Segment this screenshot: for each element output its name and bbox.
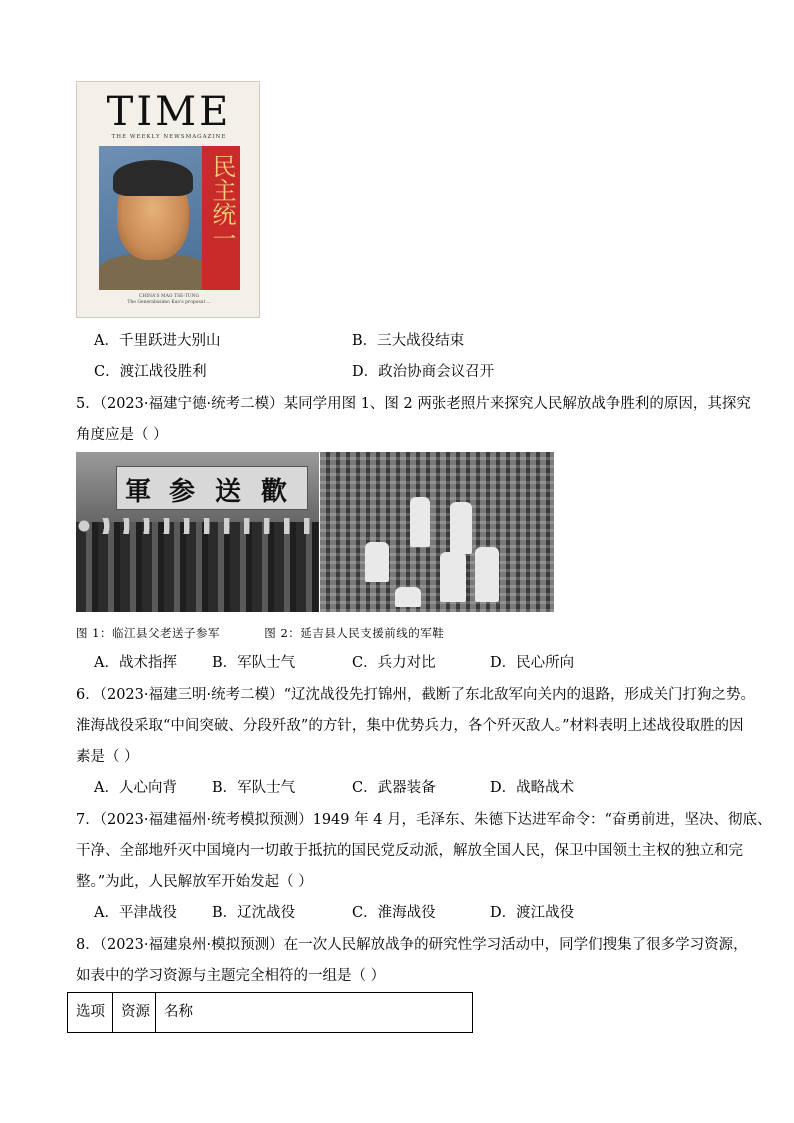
- time-magazine-cover-image: [76, 81, 260, 318]
- photo-person: [475, 547, 499, 602]
- q7-option-d[interactable]: D．渡江战役: [490, 905, 575, 921]
- q8-stem-line2: 如表中的学习资源与主题完全相符的一组是（ ）: [76, 968, 386, 984]
- photo-person: [450, 502, 472, 554]
- cover-caption: [77, 294, 261, 306]
- q4-option-a[interactable]: A．千里跃进大别山: [94, 333, 221, 349]
- photo-army-shoes: [320, 452, 554, 612]
- q6-stem-line3: 素是（ ）: [76, 749, 139, 765]
- cover-caption-line2: The Generalissimo Kuo's proposal ...: [127, 300, 211, 305]
- q4-option-c[interactable]: C．渡江战役胜利: [94, 364, 207, 380]
- banner-char-2: 参: [169, 477, 196, 507]
- q6-option-b[interactable]: B．军队士气: [212, 780, 296, 796]
- q7-stem-line1: 7．（2023·福建福州·统考模拟预测）1949 年 4 月，毛泽东、朱德下达进军命令：“奋勇前进，坚决、彻底、: [76, 812, 772, 828]
- q4-option-b[interactable]: B．三大战役结束: [352, 333, 465, 349]
- q7-stem-line2: 干净、全部地歼灭中国境内一切敢于抵抗的国民党反动派，解放全国人民，保卫中国领土主权的独立和完: [76, 843, 743, 859]
- photo-crowd: [76, 522, 319, 612]
- q5-option-a[interactable]: A．战术指挥: [94, 655, 177, 671]
- time-logo: TIME: [106, 89, 232, 135]
- q6-option-a[interactable]: A．人心向背: [94, 780, 177, 796]
- q7-option-a[interactable]: A．平津战役: [94, 905, 177, 921]
- caption-figure-1: 图 1：临江县父老送子参军: [76, 626, 220, 640]
- q7-option-c[interactable]: C．淮海战役: [352, 905, 436, 921]
- q5-option-b[interactable]: B．军队士气: [212, 655, 296, 671]
- q7-stem-line3: 整。”为此，人民解放军开始发起（ ）: [76, 874, 313, 890]
- portrait-hair: [113, 160, 193, 196]
- red-band-text: 民主统一: [208, 154, 236, 250]
- q8-table: [67, 992, 473, 1033]
- photo-heads: [76, 518, 319, 534]
- caption-figure-2: 图 2：延吉县人民支援前线的军鞋: [264, 626, 445, 640]
- banner-char-3: 送: [215, 477, 242, 507]
- photo-person: [365, 542, 389, 582]
- q6-option-d[interactable]: D．战略战术: [490, 780, 575, 796]
- cover-portrait: [99, 146, 240, 290]
- photo-person: [410, 497, 430, 547]
- banner-char-1: 軍: [125, 477, 152, 507]
- photo-person: [395, 587, 421, 607]
- q6-option-c[interactable]: C．武器装备: [352, 780, 436, 796]
- q7-option-b[interactable]: B．辽沈战役: [212, 905, 296, 921]
- table-header-option: 选项: [76, 1004, 105, 1020]
- photo-send-son-to-army: [76, 452, 319, 612]
- banner-char-4: 歡: [261, 477, 288, 507]
- photo-captions: [76, 625, 444, 641]
- q4-option-d[interactable]: D．政治协商会议召开: [352, 364, 495, 380]
- table-header-name: 名称: [164, 1004, 193, 1020]
- q6-stem-line1: 6．（2023·福建三明·统考二模）“辽沈战役先打锦州，截断了东北敌军向关内的退路，形成关门打狗之势。: [76, 687, 756, 703]
- q8-stem-line1: 8．（2023·福建泉州·模拟预测）在一次人民解放战争的研究性学习活动中，同学们搜集了很多学习资源，: [76, 937, 748, 953]
- photo-people: [360, 492, 510, 607]
- q5-stem-line1: 5．（2023·福建宁德·统考二模）某同学用图 1、图 2 两张老照片来探究人民解放战争胜利的原因，其探究: [76, 396, 751, 412]
- q5-option-c[interactable]: C．兵力对比: [352, 655, 436, 671]
- photo-banner: [116, 466, 308, 510]
- q5-stem-line2: 角度应是（ ）: [76, 427, 168, 443]
- cover-caption-line1: CHINA'S MAO TSE-TUNG: [138, 294, 200, 299]
- q5-option-d[interactable]: D．民心所向: [490, 655, 575, 671]
- table-header-resource: 资源: [121, 1004, 150, 1020]
- q6-stem-line2: 淮海战役采取“中间突破、分段歼敌”的方针，集中优势兵力，各个歼灭敌人。”材料表明上述战役取胜的因: [76, 718, 744, 734]
- photo-person: [440, 552, 466, 602]
- time-subtitle: THE WEEKLY NEWSMAGAZINE: [111, 134, 227, 140]
